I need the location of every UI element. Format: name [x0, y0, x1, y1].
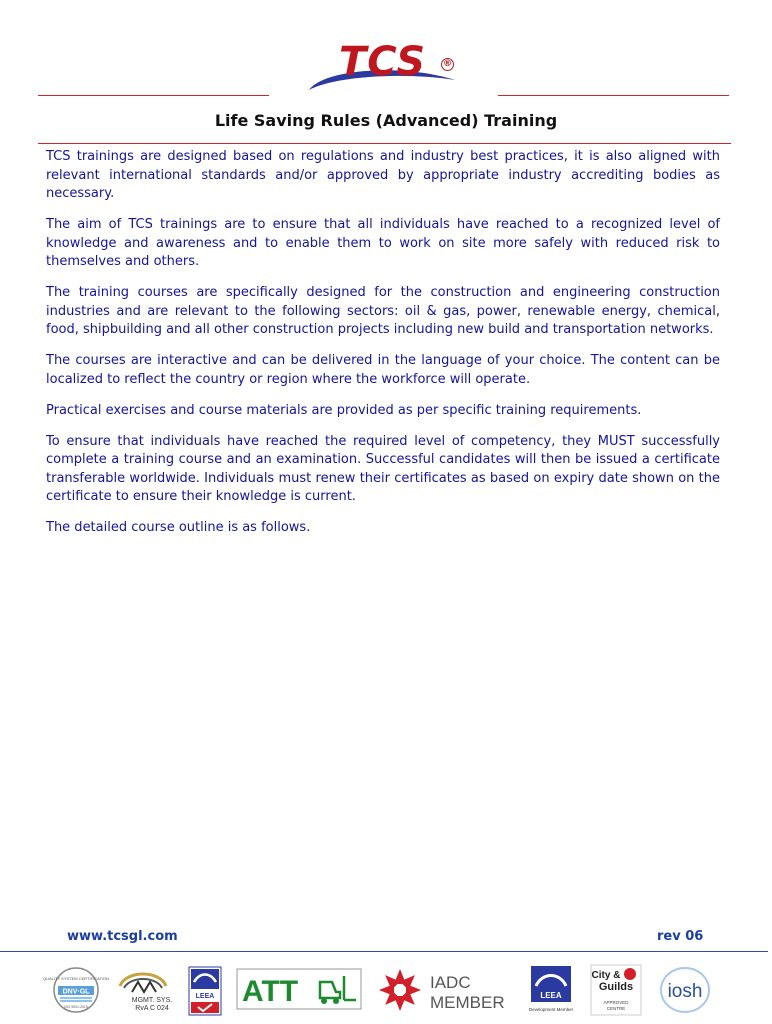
footer-revision: rev 06	[657, 929, 704, 944]
city-guilds-caption-approved: APPROVED	[603, 1000, 629, 1005]
paragraph-delivery: The courses are interactive and can be delivered in the language of your choice. The content can be localized to reflect the country or region where the workforce will operate.	[46, 353, 720, 387]
tcs-logo	[305, 38, 465, 98]
iadc-member-logo	[376, 966, 510, 1014]
rva-caption-2: RvA C 024	[135, 1005, 169, 1012]
dnv-gl-logo	[42, 966, 110, 1014]
dnv-caption-top: QUALITY SYSTEM CERTIFICATION	[42, 976, 110, 981]
footer-website-link[interactable]: www.tcsgl.com	[67, 929, 178, 944]
leea-development-member-logo	[524, 964, 578, 1016]
city-guilds-caption-2: Guilds	[598, 981, 634, 993]
page-title: Life Saving Rules (Advanced) Training	[214, 111, 558, 130]
dnv-caption-main: DNV·GL	[62, 988, 90, 996]
att-logo	[236, 968, 362, 1010]
footer-rule	[0, 951, 768, 952]
paragraph-aim: The aim of TCS trainings are to ensure that all individuals have reached to a recognized level of knowledge and awareness and to enable them to work on site more safely with reduced risk to themselves and others.	[46, 217, 720, 269]
iosh-caption: iosh	[667, 981, 703, 1002]
header-rule-left	[38, 95, 269, 96]
iosh-logo	[658, 966, 712, 1014]
att-caption: ATT	[242, 975, 299, 1008]
leea-dev-subcaption: Development Member	[528, 1007, 574, 1012]
body-content	[46, 148, 720, 550]
dnv-caption-bottom: ISO 9001:2015	[64, 1005, 88, 1009]
paragraph-intro: TCS trainings are designed based on regulations and industry best practices, it is also aligned with relevant international standards and/or approved by appropriate industry accrediting bodies as necessary.	[46, 149, 720, 201]
iadc-caption-1: IADC	[430, 973, 471, 992]
accreditation-logos	[0, 958, 768, 1020]
paragraph-outline: The detailed course outline is as follows.	[46, 520, 311, 535]
registered-mark: ®	[443, 59, 452, 69]
iadc-caption-2: MEMBER	[430, 993, 505, 1012]
leea-caption: LEEA	[195, 993, 215, 1000]
city-guilds-logo	[590, 964, 642, 1016]
rva-caption-1: MGMT. SYS.	[131, 997, 173, 1004]
leea-logo	[188, 966, 222, 1016]
tcs-logo-text: TCS	[339, 39, 427, 85]
paragraph-materials: Practical exercises and course materials are provided as per specific training requirements.	[46, 402, 642, 418]
rva-logo	[116, 966, 173, 1014]
paragraph-sectors: The training courses are specifically designed for the construction and engineering construction industries and are relevant to the following sectors: oil & gas, power, renewable energy, chemical, food, shipbuilding and all other construction projects including new build and transportation networks.	[46, 285, 720, 337]
title-rule	[38, 143, 731, 144]
leea-dev-caption: LEEA	[540, 991, 562, 1000]
header-rule-right	[498, 95, 729, 96]
city-guilds-caption-1: City &	[591, 970, 621, 981]
paragraph-competency: To ensure that individuals have reached the required level of competency, they MUST successfully complete a training course and an examination. Successful candidates will then be issued a certificate transferable worldwide. Individuals must renew their certificates as based on expiry date shown on the certificate to ensure their knowledge is current.	[46, 433, 720, 504]
city-guilds-caption-centre: CENTRE	[606, 1006, 626, 1011]
